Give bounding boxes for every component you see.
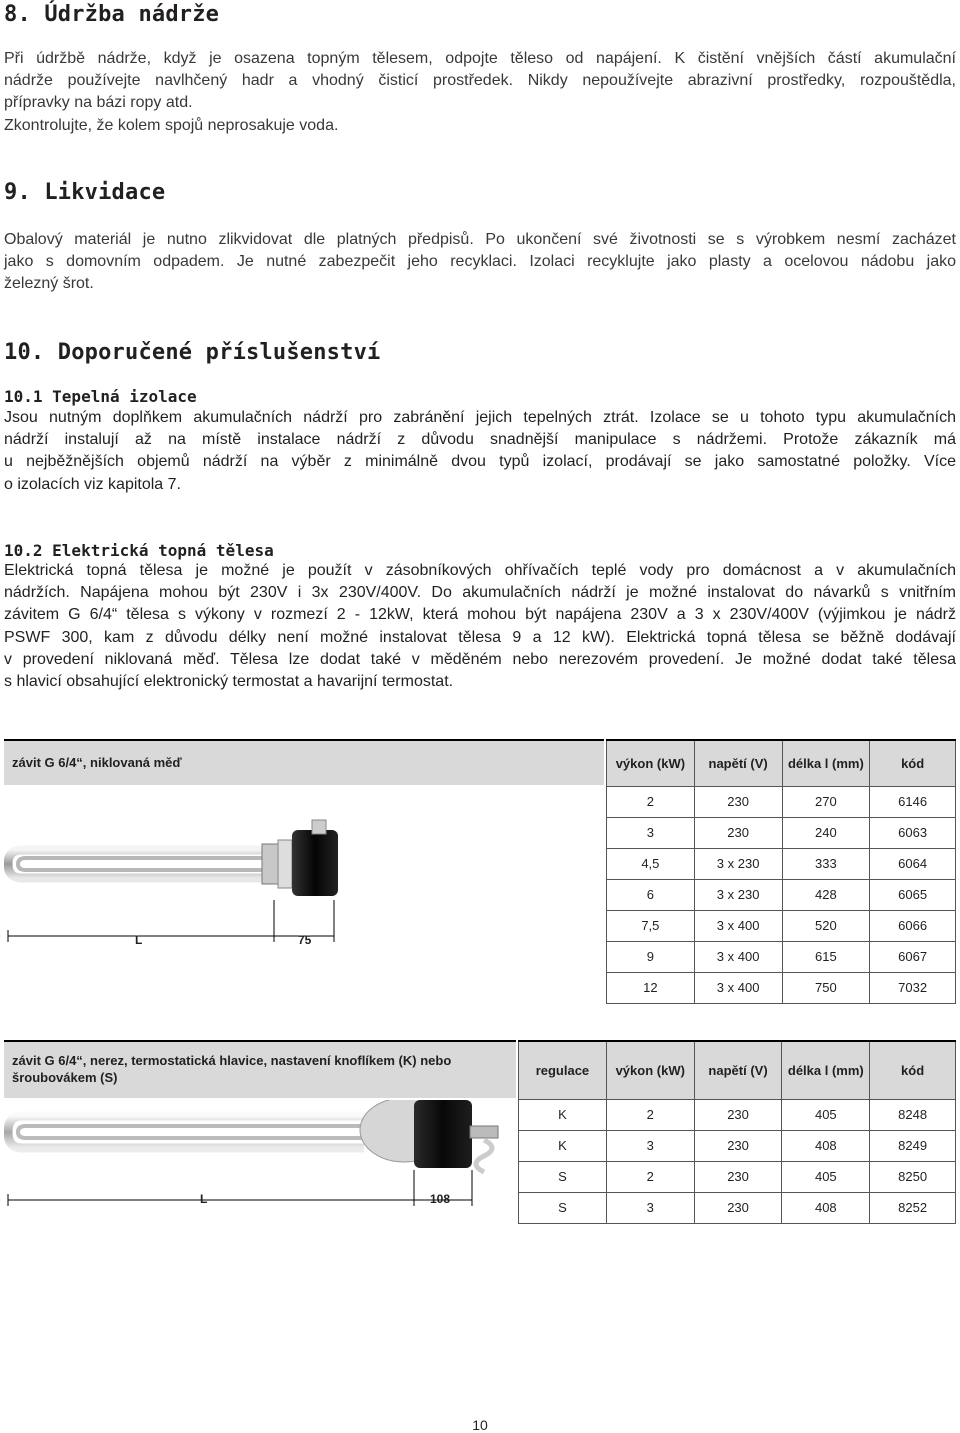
table-row [607, 786, 956, 817]
cell: 408 [782, 1130, 870, 1161]
header-cell: napětí (V) [694, 740, 782, 786]
cell: 270 [782, 786, 870, 817]
table-1-caption: závit G 6/4“, niklovaná měď [4, 739, 604, 785]
header-cell: výkon (kW) [606, 1041, 694, 1099]
text-line: jako s domovním odpadem. Je nutné zabezpečit jeho recyklaci. Izolaci recyklujte jako plasty a ocelovou nádobu jako [4, 253, 956, 271]
text-line: s hlavicí obsahující elektronický termostat a havarijní termostat. [4, 673, 454, 691]
cell: K [519, 1130, 607, 1161]
cell: 2 [606, 1161, 694, 1192]
text-line: závitem G 6/4“ tělesa s výkony v rozmezí 2 - 12kW, která mohou být napájena 230V a 3 x 230V/400V (výjimkou je nádrž [4, 606, 956, 624]
table-row [607, 879, 956, 910]
dimension-l-label: L [200, 1192, 208, 1206]
header-cell: kód [870, 1041, 956, 1099]
cell: 2 [607, 786, 695, 817]
text-line: Elektrická topná tělesa je možné je použít v zásobníkových ohřívačích teplé vody pro domácnost a v akumulačních [4, 562, 956, 579]
text-line: Obalový materiál je nutno zlikvidovat dle platných předpisů. Po ukončení své životnosti se s výrobkem nesmí zacházet [4, 231, 956, 248]
page-number: 10 [472, 1417, 488, 1433]
table-row [607, 910, 956, 941]
cell: 3 [607, 817, 695, 848]
cell: 3 x 400 [694, 972, 782, 1003]
subsection-10-1-body [4, 407, 956, 496]
cell: 520 [782, 910, 870, 941]
cell: 6063 [870, 817, 956, 848]
text-line: u nejběžnějších objemů nádrží na výběr z minimálně dvou typů izolací, prodávají se jako samostatné položky. Více [4, 453, 956, 471]
cell: K [519, 1099, 607, 1130]
section-8-title: 8. Údržba nádrže [4, 2, 220, 27]
subsection-10-1-title: 10.1 Tepelná izolace [4, 387, 197, 406]
text-line: nádržích. Napájena mohou být 230V i 3x 230V/400V. Do akumulačních nádrží je možné instalovat do návarků s vnitřním [4, 584, 956, 602]
cell: 428 [782, 879, 870, 910]
cell: 6064 [870, 848, 956, 879]
cell: S [519, 1161, 607, 1192]
text-line: PSWF 300, kam z důvodu délky není možné instalovat tělesa 9 a 12 kW). Elektrická topná tělesa se běžně dodávají [4, 628, 956, 646]
subsection-10-2-title: 10.2 Elektrická topná tělesa [4, 541, 274, 560]
table-2 [518, 1040, 956, 1224]
text-line: železný šrot. [4, 275, 94, 293]
header-cell: délka l (mm) [782, 1041, 870, 1099]
cell: 3 x 230 [694, 848, 782, 879]
table-row [519, 1130, 956, 1161]
cell: 230 [694, 786, 782, 817]
cell: 750 [782, 972, 870, 1003]
cell: 3 x 230 [694, 879, 782, 910]
table-2-caption: závit G 6/4“, nerez, termostatická hlavice, nastavení knoflíkem (K) nebo šroubovákem (S) [4, 1040, 516, 1098]
dimension-75-label: 75 [298, 933, 312, 947]
cell: 8252 [870, 1192, 956, 1223]
cell: 230 [694, 1192, 782, 1223]
text-line: nádrže používejte navlhčený hadr a vhodný čisticí prostředek. Nikdy nepoužívejte abrazivní prostředky, rozpouštědla, [4, 72, 956, 90]
table-row [519, 1161, 956, 1192]
text-line: o izolacích viz kapitola 7. [4, 475, 181, 493]
text-line: Zkontrolujte, že kolem spojů neprosakuje voda. [4, 116, 339, 134]
table-1 [606, 739, 956, 1004]
text-line: přípravky na bázi ropy atd. [4, 94, 193, 112]
text-line: Při údržbě nádrže, když je osazena topným tělesem, odpojte těleso od napájení. K čistění vnějších částí akumulační [4, 50, 956, 67]
section-10-title: 10. Doporučené příslušenství [4, 340, 381, 365]
cell: 6067 [870, 941, 956, 972]
table-row [607, 817, 956, 848]
cell: 6146 [870, 786, 956, 817]
cell: 405 [782, 1161, 870, 1192]
cell: 6066 [870, 910, 956, 941]
text-line: Jsou nutným doplňkem akumulačních nádrží pro zabránění jejich tepelných ztrát. Izolace se u tohoto typu akumulačních [4, 409, 956, 426]
cell: 7032 [870, 972, 956, 1003]
section-9-body [4, 229, 956, 296]
cell: 408 [782, 1192, 870, 1223]
cell: 230 [694, 817, 782, 848]
cell: 8249 [870, 1130, 956, 1161]
table-row [519, 1192, 956, 1223]
section-8-body [4, 48, 956, 137]
header-cell: regulace [519, 1041, 607, 1099]
cell: 3 [606, 1192, 694, 1223]
dimension-l-label: L [135, 933, 143, 947]
cell: 3 [606, 1130, 694, 1161]
header-cell: délka l (mm) [782, 740, 870, 786]
cell: 230 [694, 1130, 782, 1161]
text-line: v provedení niklovaná měď. Tělesa lze dodat také v měděném nebo nerezovém provedení. Je možné dodat také tělesa [4, 650, 956, 668]
cell: 6 [607, 879, 695, 910]
cell: 12 [607, 972, 695, 1003]
cell: 240 [782, 817, 870, 848]
cell: 3 x 400 [694, 941, 782, 972]
cell: 4,5 [607, 848, 695, 879]
cell: 405 [782, 1099, 870, 1130]
cell: 2 [606, 1099, 694, 1130]
table-row [519, 1099, 956, 1130]
cell: S [519, 1192, 607, 1223]
header-cell: napětí (V) [694, 1041, 782, 1099]
cell: 8248 [870, 1099, 956, 1130]
dimension-108-label: 108 [430, 1192, 451, 1206]
cell: 230 [694, 1161, 782, 1192]
section-9-title: 9. Likvidace [4, 180, 166, 205]
table-row [607, 848, 956, 879]
table-row [607, 941, 956, 972]
cell: 8250 [870, 1161, 956, 1192]
cell: 7,5 [607, 910, 695, 941]
header-cell: výkon (kW) [607, 740, 695, 786]
cell: 3 x 400 [694, 910, 782, 941]
text-line: nádrží instalují až na místě instalace nádrží z důvodu snadnější manipulace s nádržemi. Protože zákazník má [4, 431, 956, 449]
cell: 615 [782, 941, 870, 972]
subsection-10-2-body [4, 560, 956, 693]
header-cell: kód [870, 740, 956, 786]
cell: 9 [607, 941, 695, 972]
table-row [607, 972, 956, 1003]
cell: 230 [694, 1099, 782, 1130]
cell: 6065 [870, 879, 956, 910]
cell: 333 [782, 848, 870, 879]
